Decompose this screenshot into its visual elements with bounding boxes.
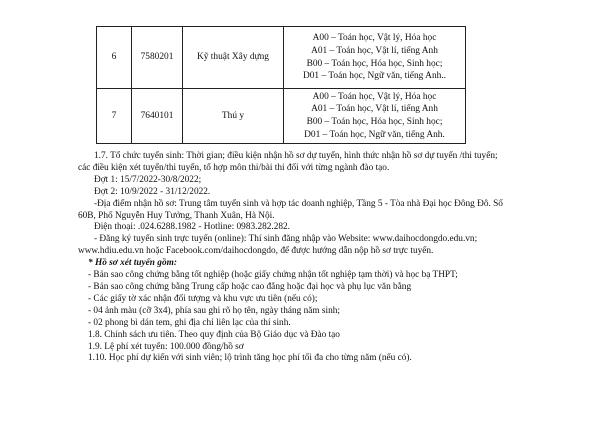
dossier-item: - Bản sao công chứng bằng tốt nghiệp (hoặc giấy chứng nhận tốt nghiệp tạm thời) và học bạ THPT; (88, 270, 458, 281)
row-major-name: Thú y (183, 89, 284, 144)
dossier-item: - 04 ảnh màu (cỡ 3x4), phía sau ghi rõ họ tên, ngày tháng năm sinh; (88, 305, 341, 316)
round-1-dates: Đợt 1: 15/7/2022-30/8/2022; (94, 174, 202, 185)
row-subject-combos (284, 89, 466, 144)
submission-location: -Địa điểm nhận hồ sơ: Trung tâm tuyển sinh và hợp tác doanh nghiệp, Tầng 5 - Tòa nhà Đại học Đông Đô. Số (94, 198, 503, 209)
dossier-item: - Bản sao công chứng bằng Trung cấp hoặc cao đẳng hoặc đại học và phụ lục văn bằng (88, 281, 412, 292)
submission-address: 60B, Phố Nguyễn Huy Tưởng, Thanh Xuân, Hà Nội. (78, 210, 275, 221)
round-2-dates: Đợt 2: 10/9/2022 - 31/12/2022. (94, 186, 211, 197)
row-major-name: Kỹ thuật Xây dựng (183, 27, 284, 89)
online-registration-cont: www.hdiu.edu.vn hoặc Facebook.com/daihocdongdo, để được hướng dẫn nộp hồ sơ trực tuyến. (78, 246, 434, 257)
row-subject-combos (284, 27, 466, 89)
dossier-item: - 02 phong bì dán tem, ghi địa chỉ liên lạc của thí sinh. (88, 317, 291, 328)
combo-line: D01 – Toán học, Ngữ văn, tiếng Anh. (304, 129, 445, 140)
admission-info-text (78, 151, 564, 365)
online-registration: - Đăng ký tuyển sinh trực tuyến (online): Thí sinh đăng nhập vào Website: www.daihocdongdo.edu.vn; (94, 234, 478, 245)
combo-line: A00 – Toán học, Vật lý, Hóa học (312, 91, 437, 102)
combo-line: B00 – Toán học, Hóa học, Sinh học; (306, 117, 443, 127)
section-1-10: 1.10. Học phí dự kiến với sinh viên; lộ trình tăng học phí tối đa cho từng năm (nếu có). (88, 353, 412, 364)
dossier-item: - Các giấy tờ xác nhận đối tượng và khu vực ưu tiên (nếu có); (88, 293, 318, 304)
table-row (97, 27, 466, 89)
section-1-9: 1.9. Lệ phí xét tuyển: 100.000 đồng/hồ sơ (88, 341, 244, 352)
row-stt: 7 (97, 89, 132, 144)
combo-line: A01 – Toán học, Vật lí, tiếng Anh (311, 104, 438, 115)
majors-table (96, 26, 466, 144)
contact-phone: Điện thoại: .024.6288.1982 - Hotline: 0983.282.282. (94, 222, 290, 233)
dossier-heading: * Hồ sơ xét tuyển gồm: (88, 258, 177, 269)
combo-line: A00 – Toán học, Vật lý, Hóa học (312, 33, 437, 44)
combo-line: B00 – Toán học, Hóa học, Sinh học; (306, 58, 443, 69)
combo-line: A01 – Toán học, Vật lí, tiếng Anh (311, 45, 438, 56)
row-major-code: 7580201 (132, 27, 183, 89)
table-row (97, 89, 466, 144)
section-1-7-line: các điều kiện xét tuyển/thi tuyển, tổ hợp môn thi/bài thi đối với từng ngành đào tạo. (78, 162, 390, 173)
combo-line: D01 – Toán học, Ngữ văn, tiếng Anh.. (302, 71, 447, 82)
section-1-8: 1.8. Chính sách ưu tiên. Theo quy định của Bộ Giáo dục và Đào tạo (88, 329, 340, 340)
row-stt: 6 (97, 27, 132, 89)
section-1-7-line: 1.7. Tổ chức tuyển sinh: Thời gian; điều kiện nhận hồ sơ dự tuyển, hình thức nhận hồ sơ dự tuyển /thi tuyển; (94, 151, 498, 161)
row-major-code: 7640101 (132, 89, 183, 144)
